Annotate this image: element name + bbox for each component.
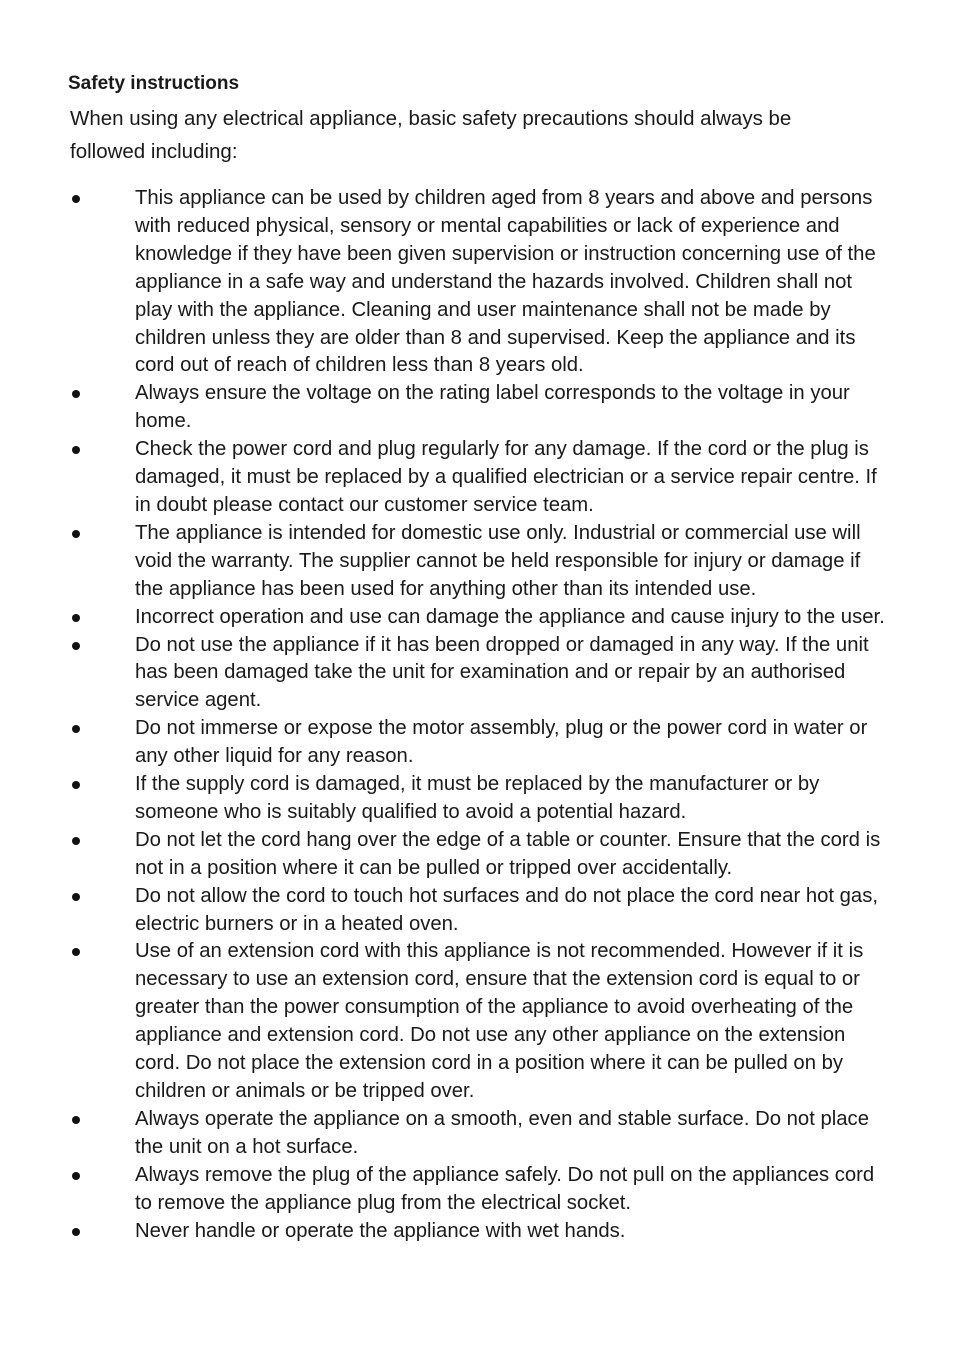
bullet-icon	[72, 530, 80, 538]
list-item-text: Use of an extension cord with this appliance is not recommended. However if it is necessary to use an extension cord, ensure that the extension cord is equal to or greater than the power consumption of the appliance to avoid overheating of the appliance and extension cord. Do not use any other appliance on the extension cord. Do not place the extension cord in a position where it can be pulled on by children or animals or be tripped over.	[135, 940, 864, 1102]
list-item	[70, 380, 887, 436]
list-item	[70, 436, 887, 520]
bullet-icon	[72, 614, 80, 622]
bullet-icon	[72, 642, 80, 650]
list-item	[70, 1162, 887, 1218]
list-item	[70, 883, 887, 939]
list-item-text: Always ensure the voltage on the rating label corresponds to the voltage in your home.	[135, 382, 850, 433]
list-item	[70, 1106, 887, 1162]
bullet-icon	[72, 195, 80, 203]
list-item-text: Always remove the plug of the appliance safely. Do not pull on the appliances cord to remove the appliance plug from the electrical socket.	[135, 1163, 875, 1214]
list-item	[70, 715, 887, 771]
bullet-icon	[72, 725, 80, 733]
list-item	[70, 604, 887, 632]
list-item	[70, 632, 887, 716]
bullet-icon	[72, 893, 80, 901]
list-item-text: This appliance can be used by children aged from 8 years and above and persons with reduced physical, sensory or mental capabilities or lack of experience and knowledge if they have been given supervision or instruction concerning use of the appliance in a safe way and understand the hazards involved. Children shall not play with the appliance. Cleaning and user maintenance shall not be made by children unless they are older than 8 and supervised. Keep the appliance and its cord out of reach of children less than 8 years old.	[135, 187, 876, 377]
list-item-text: Incorrect operation and use can damage the appliance and cause injury to the user.	[135, 605, 885, 628]
list-item-text: Never handle or operate the appliance with wet hands.	[135, 1219, 626, 1242]
list-item-text: Do not let the cord hang over the edge of a table or counter. Ensure that the cord is not in a position where it can be pulled or tripped over accidentally.	[135, 828, 881, 879]
bullet-icon	[72, 781, 80, 789]
list-item	[70, 185, 887, 380]
bullet-icon	[72, 1228, 80, 1236]
safety-instructions-list	[70, 185, 884, 1245]
list-item-text: Always operate the appliance on a smooth, even and stable surface. Do not place the unit on a hot surface.	[135, 1107, 869, 1158]
list-item	[70, 771, 887, 827]
list-item-text: Check the power cord and plug regularly for any damage. If the cord or the plug is damaged, it must be replaced by a qualified electrician or a service repair centre. If in doubt please contact our customer service team.	[135, 438, 877, 516]
list-item	[70, 827, 887, 883]
bullet-icon	[72, 837, 80, 845]
bullet-icon	[72, 390, 80, 398]
bullet-icon	[72, 1172, 80, 1180]
section-heading: Safety instructions	[68, 73, 240, 94]
bullet-icon	[72, 446, 80, 454]
list-item-text: Do not use the appliance if it has been dropped or damaged in any way. If the unit has been damaged take the unit for examination and or repair by an authorised service agent.	[135, 633, 869, 712]
list-item	[70, 938, 887, 1105]
list-item-text: Do not allow the cord to touch hot surfaces and do not place the cord near hot gas, electric burners or in a heated oven.	[135, 884, 878, 935]
bullet-icon	[72, 1116, 80, 1124]
intro-paragraph: When using any electrical appliance, basic safety precautions should always be followed including:	[70, 107, 792, 163]
list-item	[70, 520, 887, 604]
list-item-text: Do not immerse or expose the motor assembly, plug or the power cord in water or any other liquid for any reason.	[135, 717, 868, 768]
bullet-icon	[72, 948, 80, 956]
list-item-text: If the supply cord is damaged, it must be replaced by the manufacturer or by someone who is suitably qualified to avoid a potential hazard.	[135, 773, 820, 823]
list-item-text: The appliance is intended for domestic use only. Industrial or commercial use will void the warranty. The supplier cannot be held responsible for injury or damage if the appliance has been used for anything other than its intended use.	[135, 521, 861, 600]
list-item	[70, 1218, 887, 1246]
